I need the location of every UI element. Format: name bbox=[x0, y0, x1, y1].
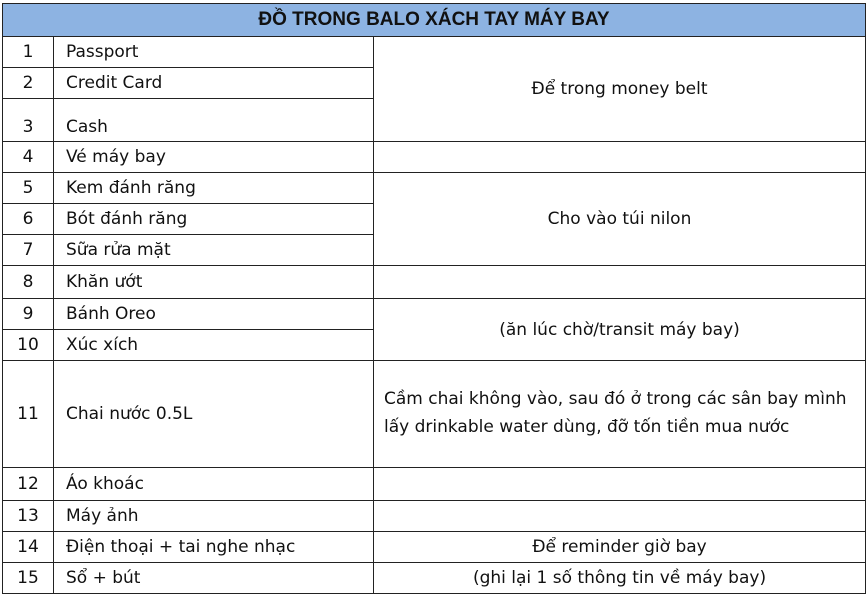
table-row bbox=[3, 37, 866, 68]
item-name: Điện thoại + tai nghe nhạc bbox=[54, 532, 374, 563]
note-water-bottle: Cầm chai không vào, sau đó ở trong các sân bay mình lấy drinkable water dùng, đỡ tốn tiền mua nước bbox=[374, 361, 866, 468]
item-name: Khăn ướt bbox=[54, 266, 374, 299]
note-empty bbox=[374, 266, 866, 299]
table-row bbox=[3, 563, 866, 594]
item-name: Credit Card bbox=[54, 68, 374, 99]
table-row bbox=[3, 142, 866, 173]
row-number: 2 bbox=[3, 68, 54, 99]
row-number: 4 bbox=[3, 142, 54, 173]
note-money-belt: Để trong money belt bbox=[374, 37, 866, 142]
item-name: Kem đánh răng bbox=[54, 173, 374, 204]
row-number: 14 bbox=[3, 532, 54, 563]
item-name: Vé máy bay bbox=[54, 142, 374, 173]
row-number: 10 bbox=[3, 330, 54, 361]
note-empty bbox=[374, 142, 866, 173]
row-number: 1 bbox=[3, 37, 54, 68]
table-row bbox=[3, 173, 866, 204]
note-empty bbox=[374, 468, 866, 501]
item-name: Áo khoác bbox=[54, 468, 374, 501]
item-name: Xúc xích bbox=[54, 330, 374, 361]
table-row bbox=[3, 299, 866, 330]
item-name: Bánh Oreo bbox=[54, 299, 374, 330]
row-number: 5 bbox=[3, 173, 54, 204]
row-number: 8 bbox=[3, 266, 54, 299]
table-row bbox=[3, 361, 866, 468]
row-number: 7 bbox=[3, 235, 54, 266]
row-number: 9 bbox=[3, 299, 54, 330]
row-number: 15 bbox=[3, 563, 54, 594]
item-name: Bót đánh răng bbox=[54, 204, 374, 235]
note-phone-reminder: Để reminder giờ bay bbox=[374, 532, 866, 563]
row-number: 12 bbox=[3, 468, 54, 501]
item-name: Sữa rửa mặt bbox=[54, 235, 374, 266]
packing-list-table bbox=[2, 3, 866, 594]
row-number: 13 bbox=[3, 501, 54, 532]
row-number: 3 bbox=[3, 99, 54, 142]
note-transit-snack: (ăn lúc chờ/transit máy bay) bbox=[374, 299, 866, 361]
table-row bbox=[3, 532, 866, 563]
table-row bbox=[3, 468, 866, 501]
table-row bbox=[3, 501, 866, 532]
table-title: ĐỒ TRONG BALO XÁCH TAY MÁY BAY bbox=[3, 4, 866, 37]
note-empty bbox=[374, 501, 866, 532]
row-number: 11 bbox=[3, 361, 54, 468]
item-name: Passport bbox=[54, 37, 374, 68]
item-name: Cash bbox=[54, 99, 374, 142]
item-name: Sổ + bút bbox=[54, 563, 374, 594]
note-notebook: (ghi lại 1 số thông tin về máy bay) bbox=[374, 563, 866, 594]
item-name: Chai nước 0.5L bbox=[54, 361, 374, 468]
table-row bbox=[3, 266, 866, 299]
item-name: Máy ảnh bbox=[54, 501, 374, 532]
note-nilon-bag: Cho vào túi nilon bbox=[374, 173, 866, 266]
row-number: 6 bbox=[3, 204, 54, 235]
